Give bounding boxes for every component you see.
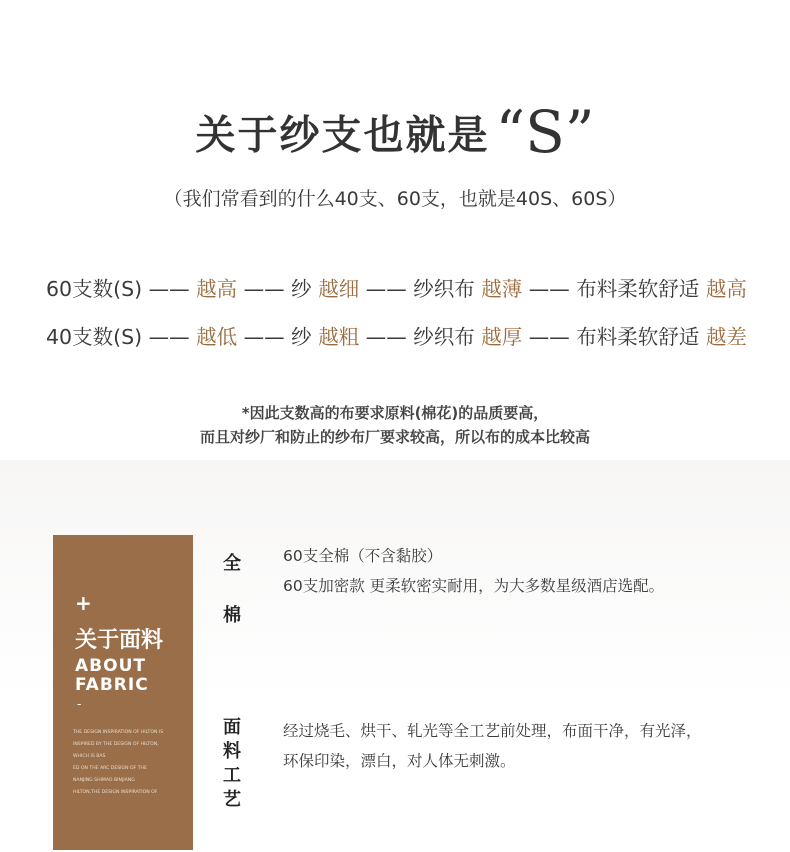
separator: —— 纱织布 [359, 277, 482, 301]
highlight-value: 越低 [196, 325, 238, 349]
feature-desc-process [283, 716, 702, 776]
separator: —— 纱 [237, 325, 319, 349]
highlight-value: 越厚 [481, 325, 523, 349]
label-char: 艺 [223, 789, 241, 810]
comparison-row-60 [46, 272, 766, 302]
page-title [0, 98, 790, 166]
desc-line: 经过烧毛、烘干、轧光等全工艺前处理，布面干净，有光泽， [283, 722, 702, 740]
panel-dash: - [77, 697, 82, 711]
separator: —— 布料柔软舒适 [522, 277, 706, 301]
label-char: 工 [223, 765, 241, 786]
title-text: 关于纱支也就是 [195, 112, 490, 159]
panel-title-en-line: FABRIC [75, 675, 149, 695]
separator: —— 纱织布 [359, 325, 482, 349]
separator: —— [142, 325, 197, 349]
feature-desc-cotton [283, 541, 664, 601]
highlight-value: 越薄 [481, 277, 523, 301]
highlight-value: 越高 [705, 277, 747, 301]
feature-label-process [220, 716, 244, 812]
label-char: 面 [223, 717, 241, 738]
separator: —— 纱 [237, 277, 319, 301]
small-line: NANJING SHIMAO BINJIANG [73, 778, 135, 783]
desc-line: 环保印染，漂白，对人体无刺激。 [283, 752, 516, 770]
yarn-count: 40支数(S) [46, 325, 143, 349]
highlight-value: 越细 [318, 277, 360, 301]
highlight-value: 越高 [196, 277, 238, 301]
small-line: HILTON,THE DESIGN INSPIRATION OF [73, 790, 158, 795]
panel-title-en [75, 657, 149, 695]
small-line: THE DESIGN INSPIRATION OF HILTON IS [73, 730, 164, 735]
yarn-count: 60支数(S) [46, 277, 143, 301]
highlight-value: 越粗 [318, 325, 360, 349]
label-char: 料 [223, 741, 241, 762]
note-line-1: *因此支数高的布要求原料(棉花)的品质要高， [241, 404, 549, 422]
label-char: 棉 [223, 605, 241, 626]
small-line: INSPIRED BY THE DESIGN OF HILTON, [73, 742, 159, 747]
feature-label-cotton [220, 552, 244, 628]
comparison-row-40 [46, 320, 766, 350]
panel-title-cn: 关于面料 [75, 628, 164, 653]
about-fabric-panel [53, 535, 193, 850]
separator: —— 布料柔软舒适 [522, 325, 706, 349]
panel-small-text [73, 727, 191, 799]
small-line: WHICH IS BAS [73, 754, 106, 759]
title-s: “S” [495, 98, 595, 166]
small-line: ED ON THE ARC DESIGN OF THE [73, 766, 147, 771]
plus-icon: + [75, 591, 92, 615]
label-char: 全 [223, 553, 241, 574]
desc-line: 60支加密款 更柔软密实耐用，为大多数星级酒店选配。 [283, 577, 665, 595]
desc-line: 60支全棉（不含黏胶） [283, 547, 443, 565]
separator: —— [142, 277, 197, 301]
subtitle: （我们常看到的什么40支、60支，也就是40S、60S） [163, 188, 627, 210]
note-line-2: 而且对纱厂和防止的纱布厂要求较高，所以布的成本比较高 [199, 428, 590, 446]
panel-title-en-line: ABOUT [75, 656, 146, 676]
highlight-value: 越差 [705, 325, 747, 349]
